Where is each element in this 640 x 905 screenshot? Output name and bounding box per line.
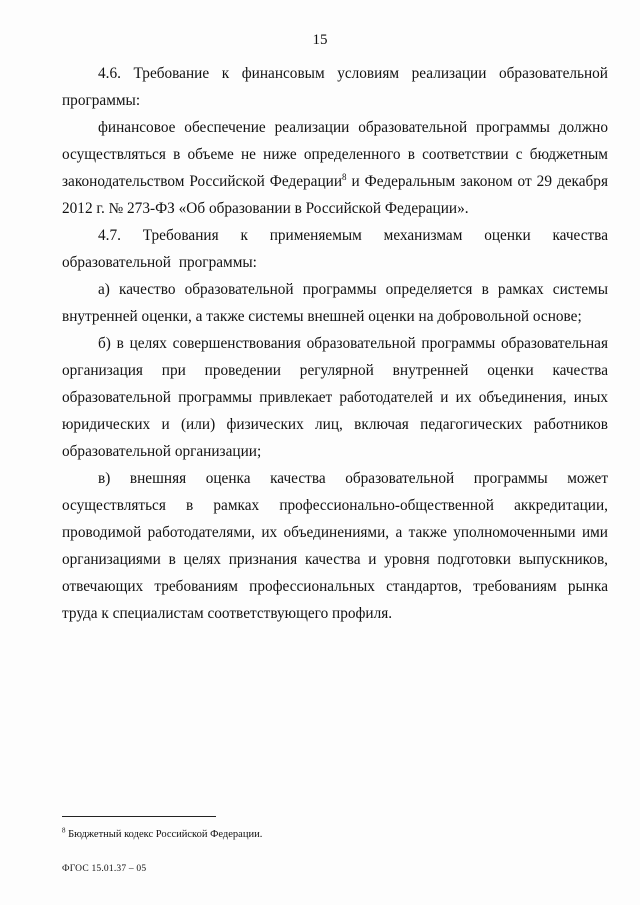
- document-body: [62, 60, 608, 627]
- section-4-6-body-text-continued: и Федеральным законом от 29 декабря 2012 г. № 273-ФЗ «Об образовании в Российской Федерации».: [62, 173, 608, 217]
- section-4-6-body-text: финансовое обеспечение реализации образовательной программы должно осуществляться в объеме не ниже определенного в соответствии с бюджетным законодательством Российской Федерации: [62, 119, 608, 190]
- footnote-mark: 8: [62, 826, 66, 835]
- section-4-6-body: [62, 114, 608, 222]
- section-4-7-item-a: а) качество образовательной программы определяется в рамках системы внутренней оценки, а также системы внешней оценки на добровольной основе;: [62, 281, 608, 325]
- section-4-6-heading: 4.6. Требование к финансовым условиям реализации образовательной программы:: [62, 65, 608, 109]
- section-4-7-heading: 4.7. Требования к применяемым механизмам оценки качества образовательной программы:: [62, 227, 608, 271]
- footnote-text: Бюджетный кодекс Российской Федерации.: [65, 829, 263, 840]
- footnote: [62, 828, 262, 842]
- document-code: ФГОС 15.01.37 – 05: [62, 864, 147, 874]
- section-4-7-item-c: в) внешняя оценка качества образовательной программы может осуществляться в рамках профессионально-общественной аккредитации, проводимой работодателями, их объединениями, а также уполномоченными ими организациями в целях признания качества и уровня подготовки выпускников, отвечающих требованиям профессиональных стандартов, требованиям рынка труда к специалистам соответствующего профиля.: [62, 470, 608, 622]
- footnote-divider: [62, 816, 216, 817]
- section-4-7-item-b: б) в целях совершенствования образовательной программы образовательная организация при проведении регулярной внутренней оценки качества образовательной программы привлекает работодателей и их объединения, иных юридических и (или) физических лиц, включая педагогических работников образовательной организации;: [62, 335, 608, 460]
- footnote-reference: 8: [342, 171, 347, 182]
- page-number: 15: [312, 32, 328, 48]
